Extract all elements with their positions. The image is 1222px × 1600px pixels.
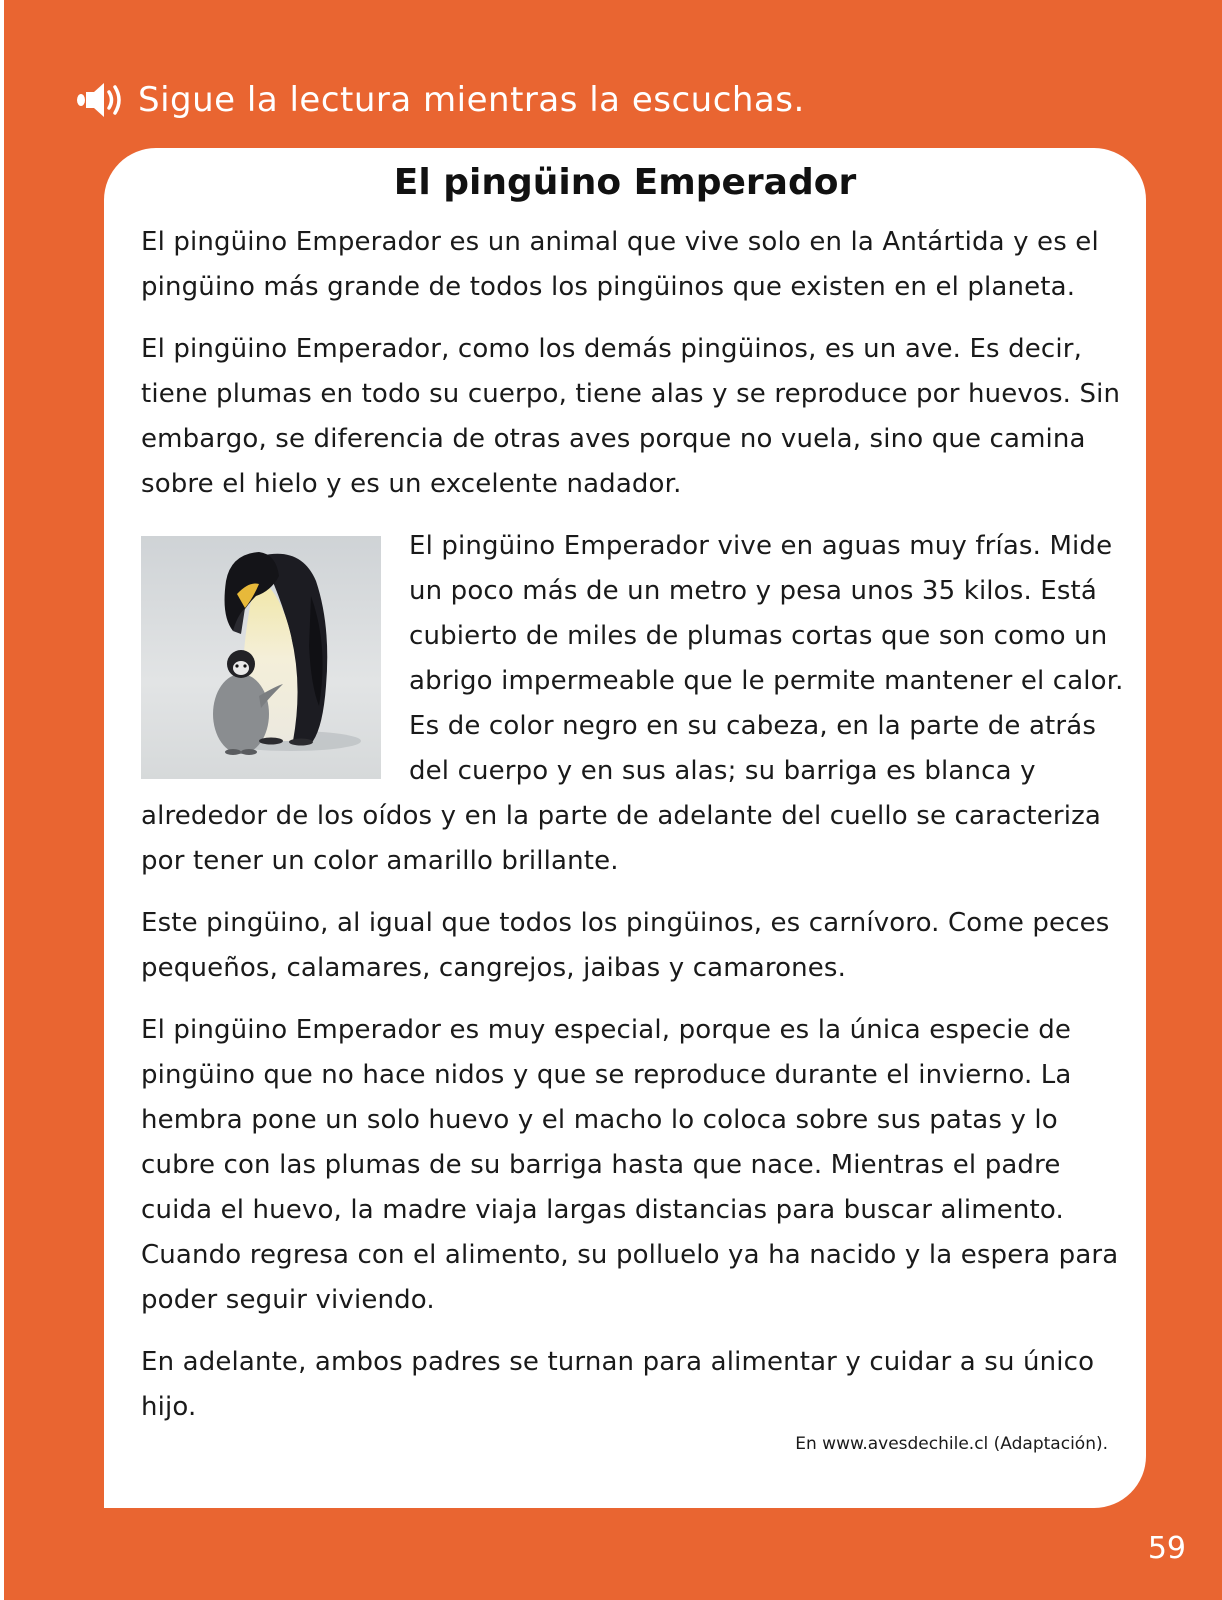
page-background <box>4 0 1222 1600</box>
speaker-icon[interactable] <box>74 80 128 120</box>
reading-card <box>104 148 1146 1508</box>
page-number: 59 <box>1147 1531 1186 1566</box>
paragraph-6: En adelante, ambos padres se turnan para alimentar y cuidar a su único hijo. <box>141 1347 1095 1422</box>
paragraph-5: El pingüino Emperador es muy especial, porque es la única especie de pingüino que no hace nidos y que se reproduce durante el invierno. La hembra pone un solo huevo y el macho lo coloca sobre sus patas y lo cubre con las plumas de su barriga hasta que nace. Mientras el padre cuida el huevo, la madre viaja largas distancias para buscar alimento. Cuando regresa con el alimento, su polluelo ya ha nacido y la espera para poder seguir viviendo. <box>141 1015 1119 1315</box>
paragraph-4: Este pingüino, al igual que todos los pingüinos, es carnívoro. Come peces pequeños, calamares, cangrejos, jaibas y camarones. <box>141 908 1110 983</box>
instruction-text: Sigue la lectura mientras la escuchas. <box>138 80 805 120</box>
emperor-penguin-photo <box>141 536 381 779</box>
paragraph-1: El pingüino Emperador es un animal que vive solo en la Antártida y es el pingüino más grande de todos los pingüinos que existen en el planeta. <box>141 227 1099 302</box>
article-body <box>141 220 1126 1447</box>
paragraph-3: El pingüino Emperador vive en aguas muy frías. Mide un poco más de un metro y pesa unos 35 kilos. Está cubierto de miles de plumas cortas que son como un abrigo impermeable que le permite mantener el calor. Es de color negro en su cabeza, en la parte de atrás del cuerpo y en sus alas; su barriga es blanca y alrededor de los oídos y en la parte de adelante del cuello se caracteriza por tener un color amarillo brillante. <box>141 531 1124 876</box>
source-citation: En www.avesdechile.cl (Adaptación). <box>795 1434 1108 1454</box>
paragraph-2: El pingüino Emperador, como los demás pingüinos, es un ave. Es decir, tiene plumas en todo su cuerpo, tiene alas y se reproduce por huevos. Sin embargo, se diferencia de otras aves porque no vuela, sino que camina sobre el hielo y es un excelente nadador. <box>141 334 1121 499</box>
listen-instruction <box>74 72 805 128</box>
article-title: El pingüino Emperador <box>393 162 857 203</box>
